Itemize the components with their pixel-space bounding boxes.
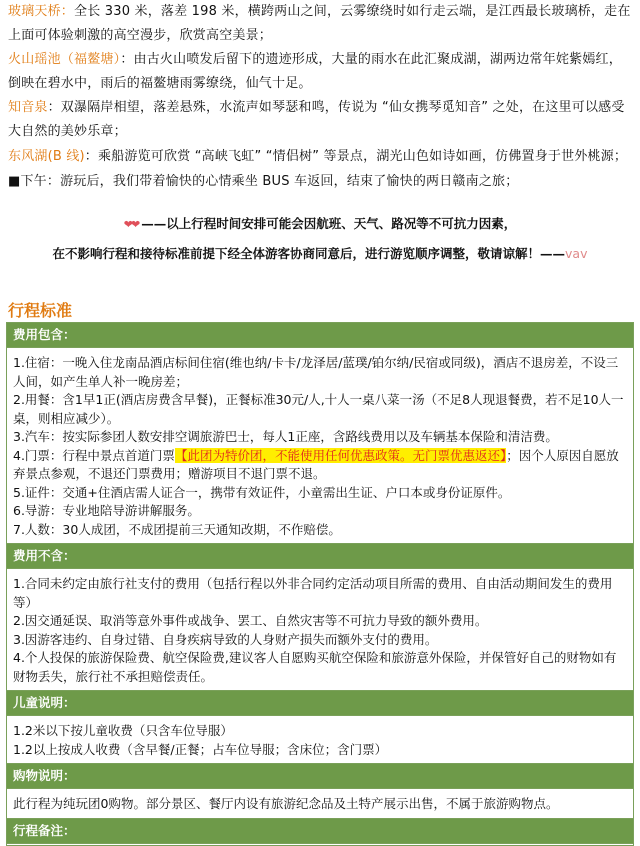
list-item: 1.2米以下按儿童收费（只含车位导服） bbox=[13, 723, 233, 738]
attraction-text: ：由古火山喷发后留下的遗迹形成，大量的雨水在此汇聚成湖，湖两边常年姹紫嫣红，倒映在碧水中，雨后的福鳌塘雨雾缭绕，仙气十足。 bbox=[8, 52, 622, 91]
list-item: 此行程为纯玩团0购物。部分景区、餐厅内设有旅游纪念品及土特产展示出售，不属于旅游购物点。 bbox=[13, 796, 559, 811]
attraction-glass-bridge bbox=[8, 0, 632, 48]
list-item: 3.汽车：按实际参团人数安排空调旅游巴士，每人1正座，含路线费用以及车辆基本保险和清洁费。 bbox=[13, 429, 558, 444]
attraction-text: ：乘船游览可欣赏 “高峡飞虹” “情侣树” 等景点，湖光山色如诗如画，仿佛置身于世外桃源； bbox=[84, 149, 628, 164]
list-item-tickets: 4.门票：行程中景点首道门票【此团为特价团，不能使用任何优惠政策。无门票优惠返还】；因个人原因自愿放弃景点参观，不退还门票费用；赠游项目不退门票不退。 bbox=[13, 447, 619, 481]
list-item: 1.2以上按成人收费（含早餐/正餐；占车位导服；含床位；含门票） bbox=[13, 741, 388, 757]
fees-excluded-body bbox=[7, 569, 633, 691]
list-item: 1.合同未约定由旅行社支付的费用（包括行程以外非合同约定活动项目所需的费用、自由活动期间发生的费用等） bbox=[13, 576, 613, 610]
notice-signature: vav bbox=[565, 246, 588, 261]
attraction-volcano-lake bbox=[8, 48, 632, 96]
list-item: 5.证件：交通+住酒店需人证合一，携带有效证件，小童需出生证、户口本或身份证原件。 bbox=[13, 484, 511, 500]
list-item: 2.因交通延误、取消等意外事件或战争、罢工、自然灾害等不可抗力导致的额外费用。 bbox=[13, 613, 488, 628]
notice-line-1: ❤❤ ——以上行程时间安排可能会因航班、天气、路况等不可抗力因素， bbox=[123, 216, 517, 231]
attraction-text: ：双瀑隔岸相望，落差悬殊，水流声如琴瑟和鸣，传说为 “仙女携琴觅知音” 之处，在这里可以感受大自然的美妙乐章； bbox=[8, 100, 625, 139]
list-item: 2.用餐：含1早1正(酒店房费含早餐)，正餐标准30元/人,十人一桌八菜一汤（不足8人现退餐费，若不足10人一桌，则相应减少）。 bbox=[13, 392, 624, 426]
afternoon-schedule: ■下午：游玩后，我们带着愉快的心情乘坐 BUS 车返回，结束了愉快的两日赣南之旅； bbox=[8, 174, 519, 189]
heart-icon: ❤❤ bbox=[123, 218, 139, 231]
children-header: 儿童说明： bbox=[7, 691, 633, 716]
attraction-name: 火山瑶池（福鳌塘） bbox=[8, 52, 121, 67]
fees-included-header: 费用包含： bbox=[7, 323, 633, 348]
attraction-name: 玻璃天桥： bbox=[8, 4, 75, 19]
itinerary-standard-table bbox=[6, 322, 634, 846]
shopping-body bbox=[7, 789, 633, 819]
list-item: 1.住宿：一晚入住龙南品酒店标间住宿(维也纳/卡卡/龙泽居/蓝璞/铂尔纳/民宿或同级)，酒店不退房差，不设三人间，如产生单人补一晚房差； bbox=[13, 355, 619, 389]
list-item: 3.因游客违约、自身过错、自身疾病导致的人身财产损失而额外支付的费用。 bbox=[13, 631, 438, 647]
list-item: 4.个人投保的旅游保险费、航空保险费,建议客人自愿购买航空保险和旅游意外保险，并保管好自己的财物如有财物丢失，旅行社不承担赔偿责任。 bbox=[13, 650, 617, 684]
attraction-zhiyin-spring bbox=[8, 96, 632, 144]
remarks-header: 行程备注： bbox=[7, 819, 633, 844]
attraction-text: 全长 330 米，落差 198 米，横跨两山之间，云雾缭绕时如行走云端，是江西最长玻璃桥，走在上面可体验刺激的高空漫步，欣赏高空美景； bbox=[8, 4, 631, 43]
list-item: 6.导游：专业地陪导游讲解服务。 bbox=[13, 503, 200, 518]
special-offer-highlight: 【此团为特价团，不能使用任何优惠政策。无门票优惠返还】 bbox=[174, 447, 507, 463]
children-body bbox=[7, 716, 633, 764]
attraction-dongfeng-lake bbox=[8, 145, 632, 169]
attraction-name: 东风湖(B 线) bbox=[8, 149, 85, 164]
notice-line-2: 在不影响行程和接待标准前提下经全体游客协商同意后，进行游览顺序调整，敬请谅解！——vav bbox=[52, 246, 588, 261]
section-title: 行程标准 bbox=[8, 301, 73, 320]
list-item: 7.人数：30人成团，不成团提前三天通知改期，不作赔偿。 bbox=[13, 521, 341, 537]
shopping-header: 购物说明： bbox=[7, 764, 633, 789]
attraction-name: 知音泉 bbox=[8, 100, 48, 115]
fees-excluded-header: 费用不含： bbox=[7, 544, 633, 569]
fees-included-body bbox=[7, 348, 633, 544]
